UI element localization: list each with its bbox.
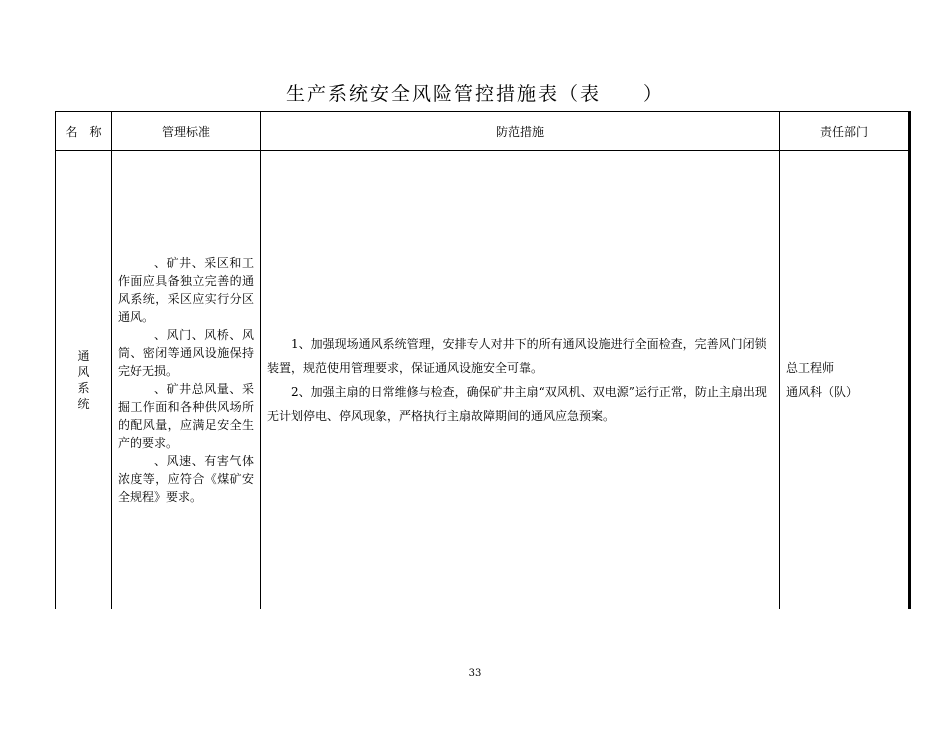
standard-item: 、矿井、采区和工作面应具备独立完善的通风系统，采区应实行分区通风。: [118, 256, 254, 324]
department-item: 通风科（队）: [786, 385, 859, 399]
risk-control-table: [55, 111, 911, 609]
row-measures-cell: [261, 151, 780, 610]
row-department-cell: [780, 151, 910, 610]
measure-item: 1、加强现场通风系统管理，安排专人对井下的所有通风设施进行全面检查，完善风门闭锁装置，规范使用管理要求，保证通风设施安全可靠。: [267, 337, 767, 375]
standard-item: 、风门、风桥、风筒、密闭等通风设施保持完好无损。: [118, 328, 254, 378]
department-item: 总工程师: [786, 361, 835, 375]
measure-item: 2、加强主扇的日常维修与检查，确保矿井主扇“双风机、双电源”运行正常，防止主扇出现无计划停电、停风现象，严格执行主扇故障期间的通风应急预案。: [267, 385, 767, 423]
table-row: [56, 151, 910, 610]
standard-item: 、矿井总风量、采掘工作面和各种供风场所的配风量，应满足安全生产的要求。: [118, 382, 254, 450]
page-title: 生产系统安全风险管控措施表（表 ）: [285, 83, 664, 105]
standard-item: 、风速、有害气体浓度等，应符合《煤矿安全规程》要求。: [118, 454, 254, 504]
header-standard: 管理标准: [112, 112, 261, 151]
header-department: 责任部门: [780, 112, 910, 151]
row-standard-cell: [112, 151, 261, 610]
row-name: 通风系统: [77, 349, 90, 411]
row-name-cell: [56, 151, 112, 610]
header-measures: 防范措施: [261, 112, 780, 151]
page-number: 33: [468, 668, 482, 679]
table-header-row: [56, 112, 910, 151]
header-name: 名 称: [56, 112, 112, 151]
